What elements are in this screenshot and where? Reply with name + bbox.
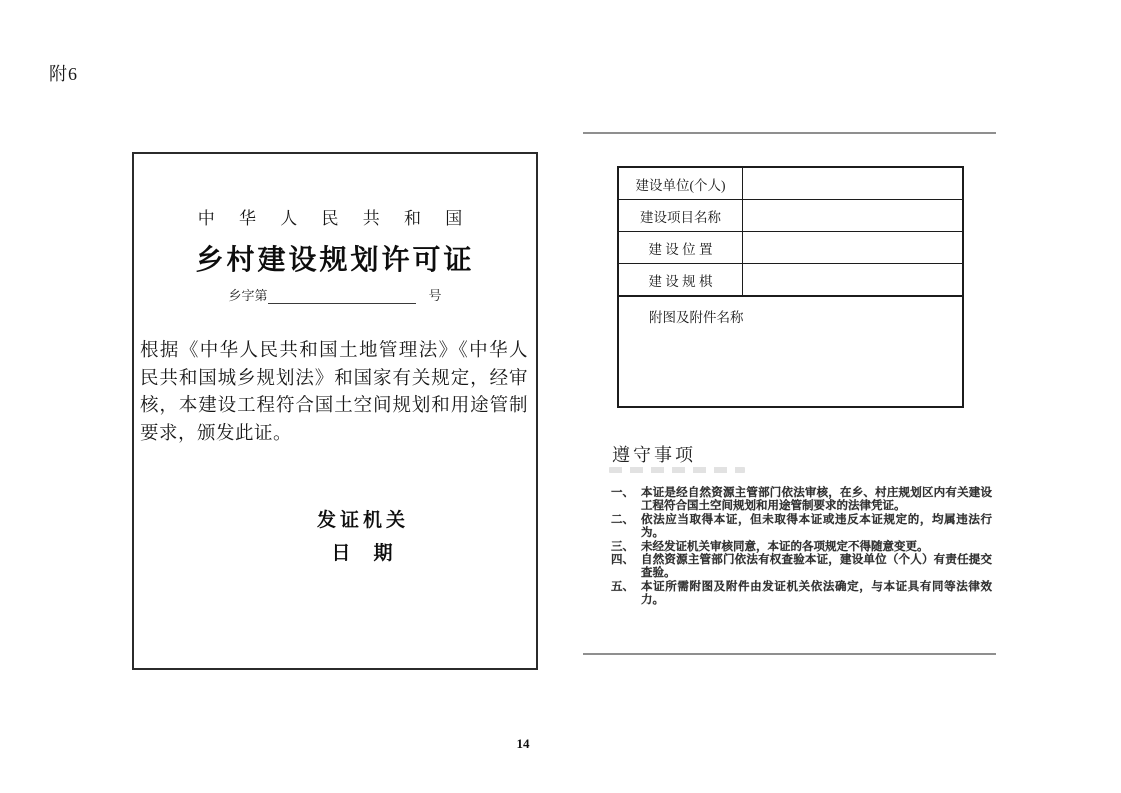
list-item-number: 二、 bbox=[611, 513, 634, 526]
row-value-cell bbox=[743, 264, 962, 295]
list-item bbox=[611, 541, 992, 554]
list-item-text: 本证所需附图及附件由发证机关依法确定，与本证具有同等法律效力。 bbox=[641, 580, 992, 607]
certificate-country-line: 中 华 人 民 共 和 国 bbox=[197, 209, 473, 228]
row-label-construction-scale: 建 设 规 棋 bbox=[619, 264, 743, 295]
list-item-text: 依法应当取得本证，但未取得本证或违反本证规定的，均属违法行为。 bbox=[641, 513, 992, 540]
serial-prefix: 乡字第 bbox=[228, 288, 268, 303]
attachment-number-label: 附6 bbox=[49, 64, 78, 84]
list-item-number: 三、 bbox=[611, 540, 634, 553]
list-item-text: 本证是经自然资源主管部门依法审核，在乡、村庄规划区内有关建设工程符合国土空间规划和用途管制要求的法律凭证。 bbox=[641, 487, 992, 513]
serial-suffix: 号 bbox=[428, 288, 442, 303]
row-label-construction-unit: 建设单位(个人) bbox=[619, 168, 743, 199]
certificate-title: 乡村建设规划许可证 bbox=[195, 244, 475, 275]
list-item-number: 四、 bbox=[611, 554, 634, 567]
row-value-cell bbox=[743, 168, 962, 199]
compliance-notes-heading: 遵守事项 bbox=[612, 445, 696, 465]
row-value-cell bbox=[743, 200, 962, 231]
list-item bbox=[611, 581, 992, 608]
compliance-notes-list bbox=[611, 487, 992, 608]
list-item-number: 一、 bbox=[611, 487, 634, 499]
list-item-text: 自然资源主管部门依法有权查验本证，建设单位（个人）有责任提交查验。 bbox=[641, 554, 992, 580]
issuing-authority-label: 发证机关 bbox=[316, 510, 409, 531]
table-row bbox=[619, 264, 962, 297]
row-value-cell bbox=[743, 232, 962, 263]
row-label-construction-location: 建 设 位 置 bbox=[619, 232, 743, 263]
list-item bbox=[611, 554, 992, 581]
date-label: 日 期 bbox=[331, 543, 395, 564]
list-item-text: 未经发证机关审核同意，本证的各项规定不得随意变更。 bbox=[641, 540, 929, 553]
top-divider-rule bbox=[583, 132, 996, 134]
list-item bbox=[611, 514, 992, 541]
list-item bbox=[611, 487, 992, 514]
construction-info-table bbox=[617, 166, 964, 408]
row-label-project-name: 建设项目名称 bbox=[619, 200, 743, 231]
list-item-number: 五、 bbox=[611, 580, 634, 593]
certificate-box bbox=[132, 152, 538, 670]
scan-ghost-text-artifact bbox=[609, 467, 745, 473]
table-row bbox=[619, 168, 962, 200]
bottom-divider-rule bbox=[583, 653, 996, 655]
serial-blank-underline bbox=[268, 291, 416, 304]
attachment-names-cell: 附图及附件名称 bbox=[649, 310, 744, 325]
certificate-body-text: 根据《中华人民共和国土地管理法》《中华人民共和国城乡规划法》和国家有关规定，经审核，本建设工程符合国土空间规划和用途管制要求，颁发此证。 bbox=[140, 341, 528, 444]
table-row bbox=[619, 232, 962, 264]
table-row bbox=[619, 200, 962, 232]
page-number: 14 bbox=[516, 736, 530, 751]
certificate-serial-line bbox=[134, 285, 536, 304]
